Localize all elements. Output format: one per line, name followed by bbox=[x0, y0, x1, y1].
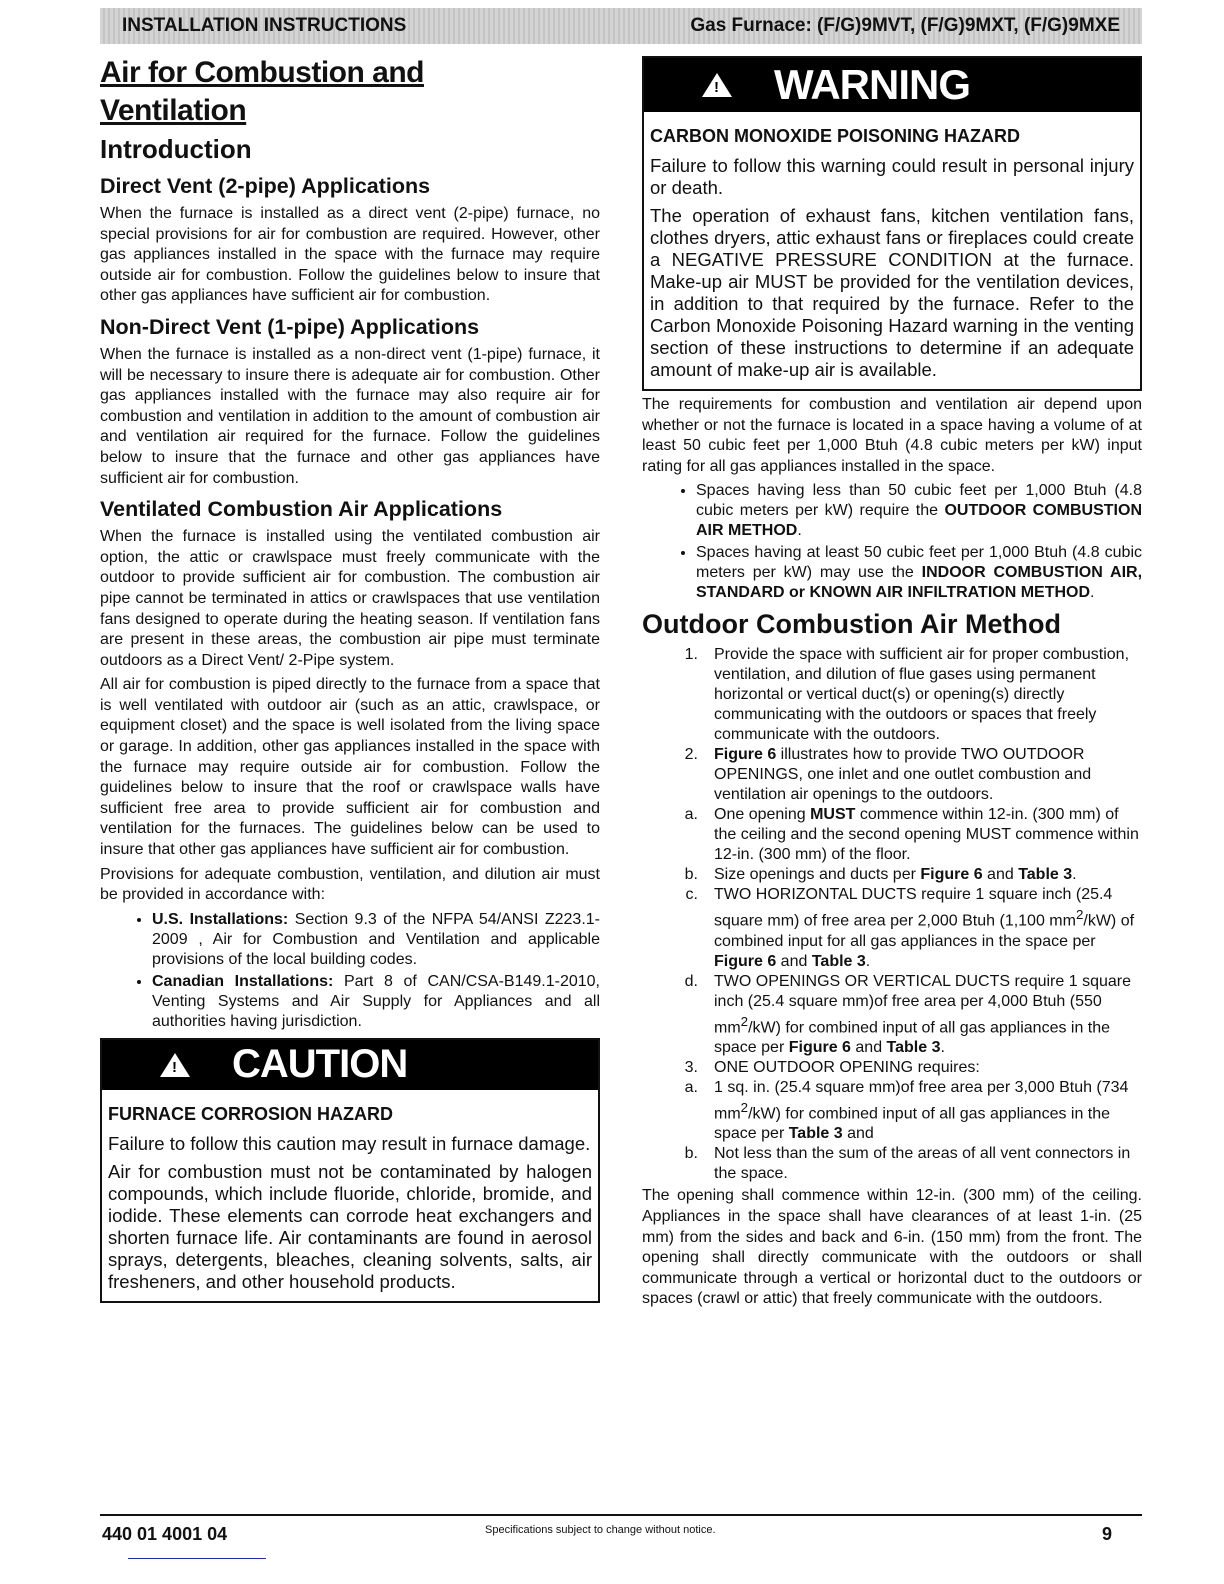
page-header bbox=[100, 8, 1142, 44]
warning-text-1: Failure to follow this warning could result in personal injury or death. bbox=[650, 155, 1134, 198]
warning-triangle-icon: ! bbox=[160, 1053, 190, 1077]
page-footer bbox=[100, 1514, 1142, 1544]
list-item: • Spaces having less than 50 cubic feet per 1,000 Btuh (4.8 cubic meters per kW) require the OUTDOOR COMBUSTION AIR METHOD. bbox=[696, 481, 1142, 541]
step: 3. ONE OUTDOOR OPENING requires: bbox=[684, 1059, 980, 1077]
sub-step: c. TWO HORIZONTAL DUCTS require 1 square inch (25.4 square mm) of free area per 2,000 Btuh (1,100 $mm^2/kW$) of combined input for all gas appliances in the space per Figure 6 and Table 3. bbox=[685, 886, 1135, 970]
warning-box bbox=[642, 56, 1142, 391]
warning-text-2: The operation of exhaust fans, kitchen ventilation fans, clothes dryers, attic exhaust fans or fireplaces could create a NEGATIVE PRESSURE CONDITION at the furnace. Make-up air MUST be provided for the ventilation devices, in addition to that required by the furnace. Refer to the Carbon Monoxide Poisoning Hazard warning in the venting section of these instructions to determine if an adequate amount of make-up air is available. bbox=[650, 205, 1134, 380]
caution-box bbox=[100, 1038, 600, 1303]
right-column bbox=[642, 54, 1142, 1314]
intro-heading: Introduction bbox=[100, 134, 252, 164]
space-list bbox=[642, 481, 1142, 603]
left-column bbox=[100, 54, 600, 1303]
ventilated-heading: Ventilated Combustion Air Applications bbox=[100, 497, 503, 522]
list-item: • Canadian Installations: Part 8 of CAN/CSA-B149.1-2010, Venting Systems and Air Supply for Appliances and all authorities having jurisdiction. bbox=[152, 972, 600, 1032]
warning-triangle-icon: ! bbox=[702, 73, 732, 97]
footer-note: Specifications subject to change without notice. bbox=[485, 1524, 716, 1536]
ventilated-text-2: All air for combustion is piped directly to the furnace from a space that is well ventilated with outdoor air (such as an attic, crawlspace, or equipment closet) and the space is well isolated from the living space or garage. In addition, other gas appliances installed in the space with the furnace may require outside air for combustion. Follow the guidelines below to insure that the roof or crawlspace walls have sufficient free area to provide sufficient air for combustion and ventilation for the furnaces. The guidelines below can be used to insure that other gas appliances have sufficient air for combustion. bbox=[100, 676, 600, 859]
outdoor-method-heading: Outdoor Combustion Air Method bbox=[642, 609, 1061, 640]
direct-vent-text: When the furnace is installed as a direct vent (2-pipe) furnace, no special provisions for air for combustion are required. However, other gas appliances installed in the space with the furnace may require outside air for combustion. Follow the guidelines below to insure that other gas appliances have sufficient air for combustion. bbox=[100, 205, 600, 305]
warning-banner: ! WARNING bbox=[644, 58, 1140, 112]
document-code: 440 01 4001 04 bbox=[102, 1524, 228, 1544]
list-item: • U.S. Installations: Section 9.3 of the NFPA 54/ANSI Z223.1-2009 , Air for Combustion and Ventilation and applicable provisions of the local building codes. bbox=[152, 910, 600, 970]
caution-text-2: Air for combustion must not be contaminated by halogen compounds, which include fluoride, chloride, bromide, and iodide. These elements can corrode heat exchangers and shorten furnace life. Air contaminants are found in aerosol sprays, detergents, bleaches, cleaning solvents, salts, air fresheners, and other household products. bbox=[108, 1160, 592, 1292]
steps-list bbox=[642, 645, 1142, 1184]
header-left: INSTALLATION INSTRUCTIONS bbox=[122, 15, 407, 36]
list-item: • Spaces having at least 50 cubic feet per 1,000 Btuh (4.8 cubic meters per kW) may use the INDOOR COMBUSTION AIR, STANDARD or KNOWN AIR INFILTRATION METHOD. bbox=[696, 543, 1142, 603]
step: 1. Provide the space with sufficient air for proper combustion, ventilation, and dilution of flue gases using permanent horizontal or vertical duct(s) or opening(s) directly communicating with the outdoors or spaces that freely communicate with the outdoors. bbox=[684, 646, 1130, 744]
sub-step: a. One opening MUST commence within 12-in. (300 mm) of the ceiling and the second opening MUST commence within 12-in. (300 mm) of the floor. bbox=[684, 806, 1139, 864]
header-right: Gas Furnace: (F/G)9MVT, (F/G)9MXT, (F/G)9MXE bbox=[690, 15, 1120, 36]
requirements-text: The requirements for combustion and ventilation air depend upon whether or not the furnace is located in a space having a volume of at least 50 cubic feet per 1,000 Btuh (4.8 cubic meters per kW) input rating for all gas appliances installed in the space. bbox=[642, 396, 1142, 475]
footer-rule bbox=[128, 1558, 266, 1559]
caution-text-1: Failure to follow this caution may result in furnace damage. bbox=[108, 1132, 591, 1154]
non-direct-vent-text: When the furnace is installed as a non-direct vent (1-pipe) furnace, it will be necessary to insure there is adequate air for combustion. Other gas appliances installed with the furnace may also require air for combustion and ventilation in addition to the amount of combustion air and ventilation air required for the furnace. Follow the guidelines below to insure that the furnace and other gas appliances have sufficient air for combustion. bbox=[100, 345, 600, 487]
caution-hazard: FURNACE CORROSION HAZARD bbox=[108, 1103, 393, 1124]
provisions-list bbox=[100, 910, 600, 1032]
caution-banner: ! CAUTION bbox=[102, 1040, 598, 1090]
sub-step: b. Not less than the sum of the areas of all vent connectors in the space. bbox=[684, 1145, 1131, 1183]
sub-step: a. 1 sq. in. (25.4 square mm)of free area per 3,000 Btuh (734 $mm^2/kW$) for combined input of all gas appliances in the space per Table 3 and bbox=[684, 1079, 1129, 1143]
ventilated-text-1: When the furnace is installed using the ventilated combustion air option, the attic or crawlspace must freely communicate with the outdoor to provide sufficient air for combustion. The combustion air pipe cannot be terminated in attics or crawlspaces that use ventilation fans designed to operate during the heating season. If ventilation fans are present in these areas, the combustion air pipe must terminate outdoors as a Direct Vent/ 2-Pipe system. bbox=[100, 528, 600, 669]
opening-text: The opening shall commence within 12-in. (300 mm) of the ceiling. Appliances in the space shall have clearances of at least 1-in. (25 mm) from the sides and back and 6-in. (150 mm) from the front. The opening shall directly communicate with the outdoors or shall communicate through a vertical or horizontal duct to the outdoors or spaces (crawl or attic) that freely communicate with the outdoors. bbox=[642, 1187, 1142, 1308]
sub-step: b. Size openings and ducts per Figure 6 and Table 3. bbox=[684, 866, 1077, 884]
sub-step: d. TWO OPENINGS OR VERTICAL DUCTS require 1 square inch (25.4 square mm)of free area per 4,000 Btuh (550 $mm^2/kW$) for combined input of all gas appliances in the space per Figure 6 and Table 3. bbox=[684, 972, 1131, 1057]
direct-vent-heading: Direct Vent (2-pipe) Applications bbox=[100, 174, 431, 198]
step: 2. Figure 6 illustrates how to provide TWO OUTDOOR OPENINGS, one inlet and one outlet combustion and ventilation air openings to the outdoors. bbox=[684, 746, 1092, 804]
provisions-text: Provisions for adequate combustion, ventilation, and dilution air must be provided in accordance with: bbox=[100, 865, 600, 904]
non-direct-vent-heading: Non-Direct Vent (1-pipe) Applications bbox=[100, 314, 480, 339]
section-title: Air for Combustion and Ventilation bbox=[100, 56, 424, 127]
page-number: 9 bbox=[1101, 1524, 1112, 1544]
warning-hazard: CARBON MONOXIDE POISONING HAZARD bbox=[650, 126, 1021, 146]
